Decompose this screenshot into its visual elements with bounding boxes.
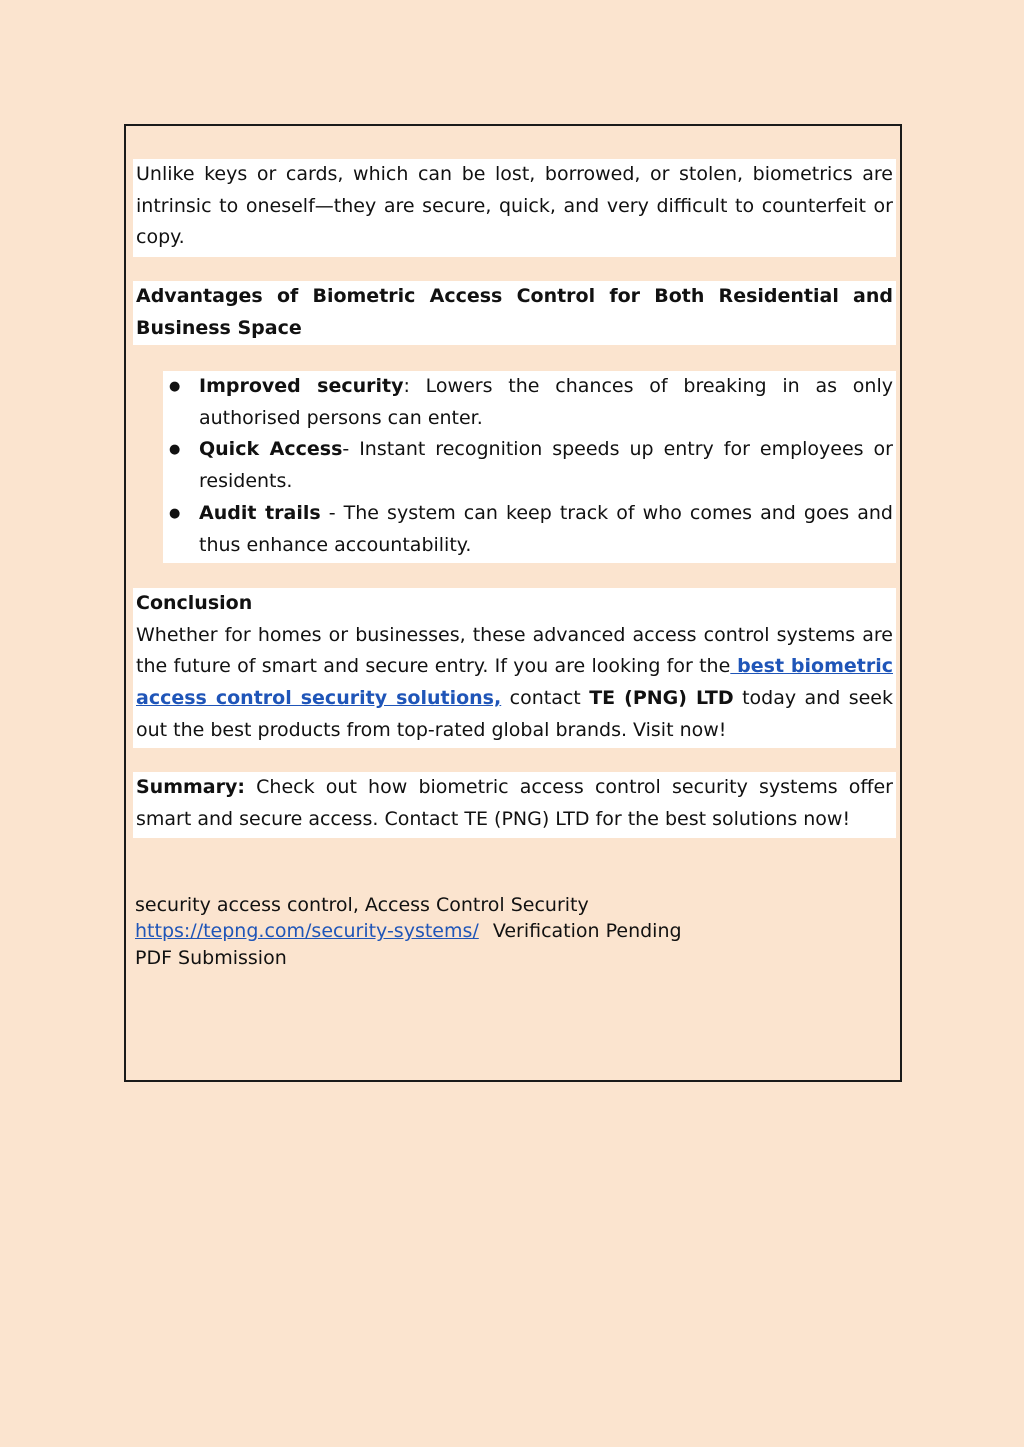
company-name: TE (PNG) LTD bbox=[589, 687, 734, 710]
conclusion-paragraph: Whether for homes or businesses, these advanced access control systems are the future of smart and secure entry. If you are looking for the best biometric access control security solutions, contact TE (PNG) LTD today and seek out the best products from top-rated global brands. Visit now! bbox=[136, 623, 894, 741]
list-item bbox=[166, 371, 893, 434]
solutions-link[interactable]: best biometric access control security solutions, bbox=[136, 655, 893, 710]
item-text: - The system can keep track of who comes and goes and thus enhance accountability. bbox=[199, 501, 893, 556]
advantages-list bbox=[163, 371, 896, 563]
list-item bbox=[166, 498, 893, 561]
item-term: Quick Access bbox=[199, 438, 343, 461]
footer-meta bbox=[135, 892, 875, 971]
submission-type: PDF Submission bbox=[135, 946, 287, 969]
item-text: : Lowers the chances of breaking in as only authorised persons can enter. bbox=[199, 375, 893, 429]
item-term: Improved security bbox=[199, 375, 404, 397]
conclusion-heading: Conclusion bbox=[136, 592, 253, 614]
document-page bbox=[124, 124, 902, 1082]
item-term: Audit trails bbox=[199, 501, 321, 524]
list-item bbox=[166, 434, 893, 497]
item-text: - Instant recognition speeds up entry for employees or residents. bbox=[199, 438, 893, 493]
verification-status: Verification Pending bbox=[492, 920, 682, 943]
conclusion-section bbox=[133, 588, 896, 748]
source-url-link[interactable]: https://tepng.com/security-systems/ bbox=[135, 920, 479, 943]
intro-paragraph bbox=[133, 159, 896, 257]
intro-text: Unlike keys or cards, which can be lost, borrowed, or stolen, biometrics are intrinsic to oneself—they are secure, quick, and very difficult to counterfeit or copy. bbox=[136, 163, 893, 249]
keywords: security access control, Access Control Security bbox=[135, 894, 589, 916]
advantages-heading: Advantages of Biometric Access Control for Both Residential and Business Space bbox=[133, 281, 896, 345]
summary-label: Summary: bbox=[136, 776, 245, 798]
summary-section bbox=[133, 772, 896, 838]
summary-text: Check out how biometric access control security systems offer smart and secure access. Contact TE (PNG) LTD for the best solutions now! bbox=[136, 776, 893, 830]
